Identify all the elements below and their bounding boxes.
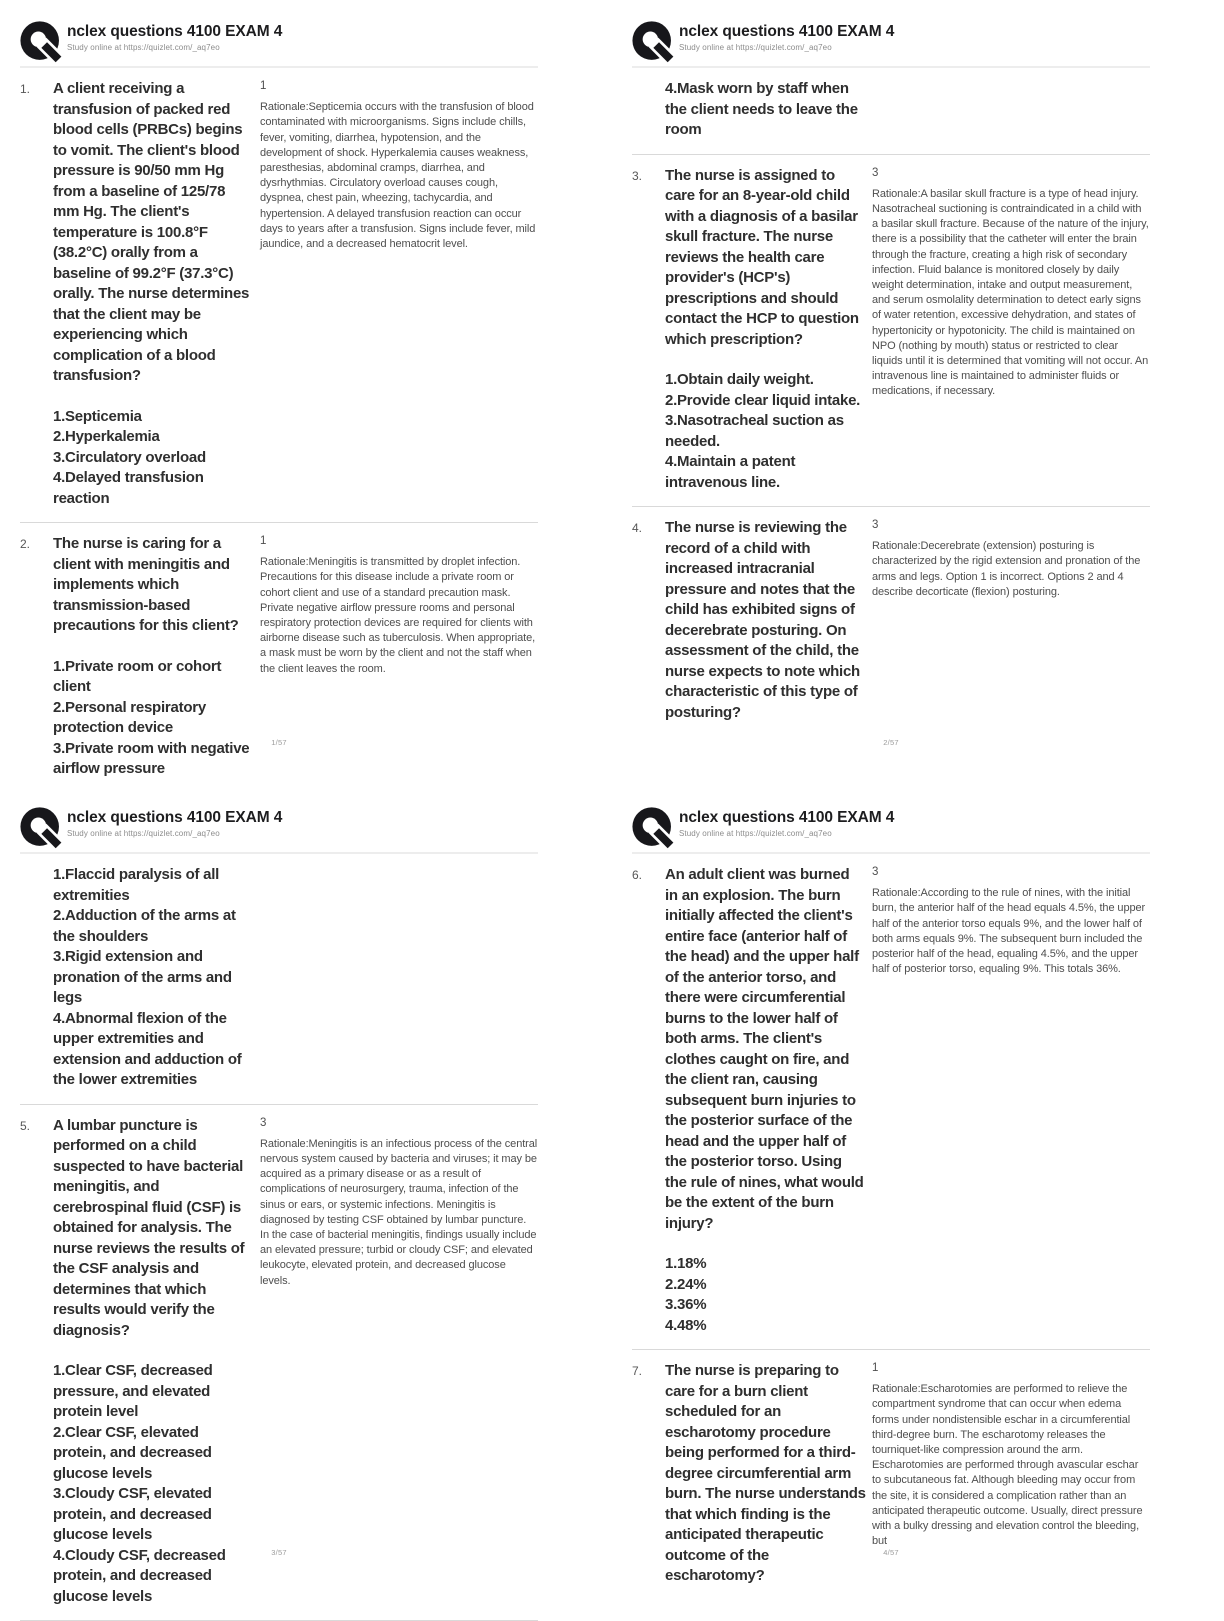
page-header [632, 806, 1150, 854]
answer-options [665, 79, 866, 141]
set-subtitle-url: Study online at https://quizlet.com/_aq7eo [67, 829, 220, 838]
question-text: The nurse is reviewing the record of a child with increased intracranial pressure and notes that the child has exhibited signs of decerebrate posturing. On assessment of the child, the nurse expects to note which characteristic of this type of posturing? [665, 519, 864, 721]
question-text: A client receiving a transfusion of packed red blood cells (PRBCs) begins to vomit. The client's blood pressure is 90/50 mm Hg from a baseline of 125/78 mm Hg. The client's temperature is 100.8°F (38.2°C) orally from a baseline of 99.2°F (37.3°C) orally. The nurse determines that the client may be experiencing which complication of a blood transfusion? [53, 80, 254, 384]
question-number: 1. [20, 82, 30, 96]
option-text: 1.Clear CSF, decreased pressure, and elevated protein level [53, 1362, 217, 1420]
header-text [679, 20, 894, 52]
option-text: 3.36% [665, 1296, 707, 1313]
quizlet-logo-icon [632, 20, 675, 63]
option-text: 2.Hyperkalemia [53, 428, 160, 445]
question-list [632, 854, 1150, 1600]
option-text: 3.Nasotracheal suction as needed. [665, 412, 848, 450]
set-title: nclex questions 4100 EXAM 4 [67, 809, 283, 826]
correct-answer-number: 3 [872, 166, 879, 179]
question-column [665, 518, 866, 723]
option-text: 2.24% [665, 1275, 707, 1293]
header-text [67, 806, 282, 838]
correct-answer-number: 3 [872, 866, 879, 878]
option-text: 4.Abnormal flexion of the upper extremities and extension and adduction of the lower extremities [53, 1009, 246, 1088]
answer-column [260, 79, 538, 509]
rationale-text: Rationale:A basilar skull fracture is a type of head injury. Nasotracheal suctioning is contraindicated in a child with a basilar skull fracture. Because of the nature of the injury, there is a possibility that the catheter will enter the brain through the fracture, creating a high risk of secondary infection. Fluid balance is monitored closely by daily weight determination, intake and output measurement, and serum osmolality determination to detect early signs of water retention, excessive dehydration, and states of hypertonicity or hypotonicity. The child is maintained on NPO (nothing by mouth) status or restricted to clear liquids until it is determined that vomiting will not occur. An intravenous line is maintained to administer fluids or medications, if necessary. [872, 187, 1152, 398]
question-number [20, 865, 53, 1091]
answer-options [665, 1254, 866, 1336]
correct-answer-number: 1 [260, 80, 267, 92]
answer-column [872, 865, 1150, 1336]
question-item [632, 854, 1150, 1349]
header-text [67, 20, 282, 52]
option-text: 2.Provide clear liquid intake. [665, 391, 861, 409]
answer-options [665, 370, 866, 493]
quizlet-logo-icon [20, 20, 63, 63]
answer-options [53, 657, 254, 780]
rationale-text: Rationale:According to the rule of nines, with the initial burn, the anterior half of the head equals 4.5%, the upper half of the anterior torso equals 9%, and the lower half of both arms equals 9%. The subsequent burn included the posterior half of the head, equaling 4.5%, and the upper half of posterior torso, equaling 9%. This totals 36%. [872, 887, 1149, 976]
correct-answer-number: 1 [260, 535, 267, 547]
question-item [632, 506, 1150, 736]
correct-answer-number: 1 [872, 1362, 879, 1374]
question-column [665, 166, 866, 494]
question-item [20, 68, 538, 522]
set-subtitle-url: Study online at https://quizlet.com/_aq7eo [679, 43, 832, 52]
question-item [20, 522, 538, 793]
question-column [53, 1116, 254, 1608]
question-number: 3. [632, 168, 642, 183]
question-number: 6. [632, 868, 642, 882]
study-set-page [20, 806, 541, 1605]
question-number [632, 79, 665, 141]
question-item [632, 154, 1150, 507]
rationale-text: Rationale:Septicemia occurs with the transfusion of blood contaminated with microorganisms. Signs include chills, fever, vomiting, diarrhea, hypotension, and the development of shock. Hyperkalemia causes weakness, paresthesias, abdominal cramps, diarrhea, and dysrhythmias. Circulatory overload causes cough, dyspnea, chest pain, wheezing, tachycardia, and hypertension. A delayed transfusion reaction can occur days to years after a transfusion. Signs include fever, mild jaundice, and a decreased hematocrit level. [260, 101, 539, 251]
option-text: 3.Private room with negative airflow pressure [53, 739, 254, 777]
rationale-text: Rationale:Meningitis is an infectious process of the central nervous system caused by bacteria and viruses; it may be acquired as a primary disease or as a result of complications of neurosurgery, trauma, infection of the sinus or ears, or systemic infections. Meningitis is diagnosed by testing CSF obtained by lumbar puncture. In the case of bacterial meningitis, findings usually include an elevated pressure; turbid or cloudy CSF; and elevated leukocyte, elevated protein, and decreased glucose levels. [260, 1137, 541, 1287]
study-set-page [20, 20, 539, 777]
option-text: 2.Clear CSF, elevated protein, and decreased glucose levels [53, 1423, 216, 1482]
set-subtitle-url: Study online at https://quizlet.com/_aq7eo [67, 43, 220, 52]
question-item [632, 68, 1150, 154]
question-column [665, 865, 866, 1336]
question-item [20, 1104, 541, 1621]
question-list [632, 68, 1150, 736]
option-text: 4.Cloudy CSF, decreased protein, and decreased glucose levels [53, 1546, 230, 1605]
quizlet-logo-icon [632, 806, 675, 849]
question-column [53, 865, 254, 1091]
set-title: nclex questions 4100 EXAM 4 [679, 809, 895, 826]
option-text: 3.Cloudy CSF, elevated protein, and decreased glucose levels [53, 1485, 216, 1543]
question-number: 4. [632, 521, 642, 535]
study-set-page [632, 806, 1150, 1584]
option-text: 4.Delayed transfusion reaction [53, 469, 208, 507]
answer-options [53, 1361, 254, 1607]
question-column [665, 79, 866, 141]
page-header [632, 20, 1150, 68]
page-number: 2/57 [883, 738, 899, 747]
set-title: nclex questions 4100 EXAM 4 [679, 23, 895, 40]
page-number: 4/57 [883, 1548, 899, 1557]
option-text: 4.48% [665, 1316, 707, 1334]
set-title: nclex questions 4100 EXAM 4 [67, 23, 283, 40]
option-text: 2.Adduction of the arms at the shoulders [53, 907, 240, 945]
question-list [20, 68, 538, 793]
option-text: 2.Personal respiratory protection device [53, 698, 210, 736]
study-set-page [632, 20, 1150, 756]
correct-answer-number: 3 [260, 1116, 267, 1129]
question-number: 5. [20, 1118, 30, 1133]
question-text: The nurse is preparing to care for a burn client scheduled for an escharotomy procedure being performed for a third-degree circumferential arm burn. The nurse understands that which finding is the anticipated therapeutic outcome of the escharotomy? [665, 1362, 870, 1584]
option-text: 3.Rigid extension and pronation of the arms and legs [53, 948, 236, 1006]
option-text: 1.Private room or cohort client [53, 657, 226, 695]
option-text: 1.Obtain daily weight. [665, 371, 814, 388]
question-text: The nurse is caring for a client with meningitis and implements which transmission-based precautions for this client? [53, 535, 239, 634]
page-header [20, 20, 538, 68]
page-number: 1/57 [271, 738, 287, 747]
rationale-text: Rationale:Decerebrate (extension) posturing is characterized by the rigid extension and pronation of the arms and legs. Option 1 is incorrect. Options 2 and 4 describe decorticate (flexion) posturing. [872, 540, 1144, 598]
option-text: 1.18% [665, 1255, 707, 1272]
answer-options [53, 407, 254, 510]
header-text [679, 806, 894, 838]
rationale-text: Rationale:Meningitis is transmitted by droplet infection. Precautions for this disease include a private room or cohort client and use of a standard precaution mask. Private negative airflow pressure rooms and personal respiratory protection devices are required for clients with airborne disease such as tuberculosis. When appropriate, a mask must be worn by the client and not the staff when the client leaves the room. [260, 556, 539, 675]
question-text: An adult client was burned in an explosion. The burn initially affected the client's entire face (anterior half of the head) and the upper half of the anterior torso, and there were circumferential burns to the lower half of both arms. The client's clothes caught on fire, and the client ran, causing subsequent burn injuries to the posterior surface of the head and the upper half of the posterior torso. Using the rule of nines, what would be the extent of the burn injury? [665, 866, 868, 1232]
quizlet-logo-icon [20, 806, 63, 849]
option-text: 1.Septicemia [53, 407, 142, 425]
option-text: 4.Maintain a patent intravenous line. [665, 453, 800, 491]
set-subtitle-url: Study online at https://quizlet.com/_aq7eo [679, 829, 832, 838]
question-text: The nurse is assigned to care for an 8-year-old child with a diagnosis of a basilar skull fracture. The nurse reviews the health care provider's (HCP's) prescriptions and should contact the HCP to question which prescription? [665, 166, 863, 348]
question-list [20, 854, 541, 1621]
answer-options [53, 865, 254, 1091]
answer-column [872, 166, 1150, 494]
rationale-text: Rationale:Escharotomies are performed to relieve the compartment syndrome that can occur when edema forms under nondistensible eschar in a circumferential third-degree burn. The escharotomy releases the tourniquet-like compression around the arm. Escharotomies are performed through avascular eschar to subcutaneous fat. Although bleeding may occur from the site, it is considered a complication rather than an anticipated therapeutic outcome. Usually, direct pressure with a bulky dressing and elevation control the bleeding, but [872, 1383, 1146, 1548]
answer-column [872, 518, 1150, 723]
question-item [632, 1349, 1150, 1600]
page-header [20, 806, 538, 854]
answer-column [260, 1116, 541, 1608]
correct-answer-number: 3 [872, 519, 879, 531]
option-text: 3.Circulatory overload [53, 448, 206, 466]
option-text: 4.Mask worn by staff when the client needs to leave the room [665, 80, 862, 138]
option-text: 1.Flaccid paralysis of all extremities [53, 866, 224, 904]
question-column [53, 79, 254, 509]
question-number: 2. [20, 537, 30, 551]
question-text: A lumbar puncture is performed on a child suspected to have bacterial meningitis, and cerebrospinal fluid (CSF) is obtained for analysis. The nurse reviews the results of the CSF analysis and determines that which results would verify the diagnosis? [53, 1116, 249, 1339]
question-number: 7. [632, 1364, 642, 1378]
page-number: 3/57 [271, 1548, 287, 1557]
question-item [20, 854, 538, 1104]
